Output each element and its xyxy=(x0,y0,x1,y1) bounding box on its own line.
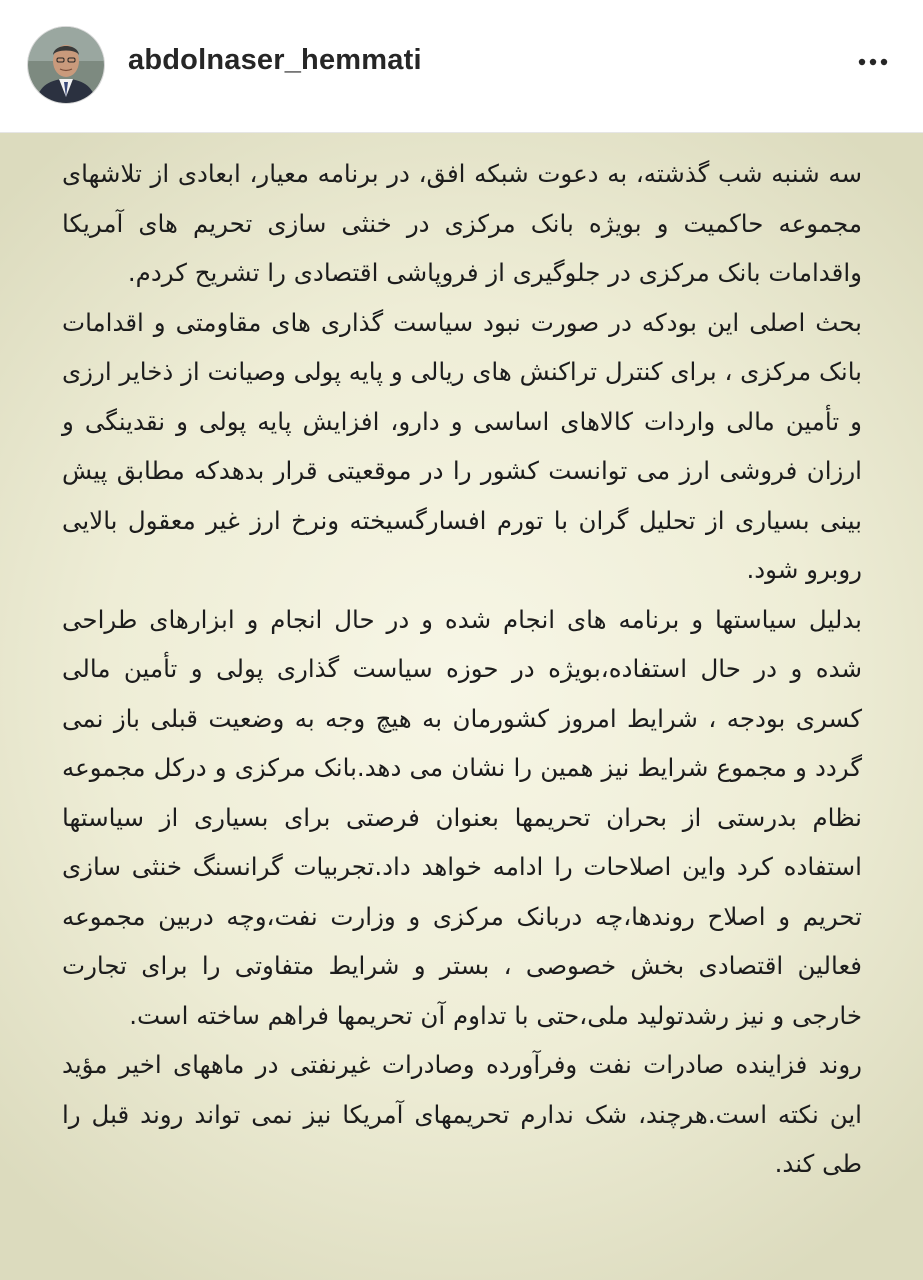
post-image[interactable] xyxy=(0,133,923,1280)
more-horizontal-icon xyxy=(853,52,893,72)
more-options-button[interactable] xyxy=(853,52,893,72)
profile-photo-icon xyxy=(28,27,104,103)
paragraph-1: سه شنبه شب گذشته، به دعوت شبکه افق، در برنامه معیار، ابعادی از تلاشهای مجموعه حاکمیت و بویژه بانک مرکزی در خنثی سازی تحریم های آمریکا واقدامات بانک مرکزی در جلوگیری از فروپاشی اقتصادی را تشریح کردم. xyxy=(62,159,862,287)
paragraph-2: بحث اصلی این بودکه در صورت نبود سیاست گذاری های مقاومتی و اقدامات بانک مرکزی ، برای کنترل تراکنش های ریالی و پایه پولی وصیانت از ذخایر ارزی و تأمین مالی واردات کالاهای اساسی و دارو، افزایش پایه پولی و نقدینگی و ارزان فروشی ارز می توانست کشور را در موقعیتی قرار بدهدکه مطابق پیش بینی بسیاری از تحلیل گران با تورم افسارگسیخته ونرخ ارز غیر معقول بالایی روبرو شود. xyxy=(62,307,862,584)
paragraph-4: روند فزاینده صادرات نفت وفرآورده وصادرات غیرنفتی در ماههای اخیر مؤید این نکته است.هرچند، شک ندارم تحریمهای آمریکا نیز نمی تواند روند قبل را طی کند. xyxy=(62,1050,862,1178)
paragraph-3: بدلیل سیاستها و برنامه های انجام شده و در حال انجام و ابزارهای طراحی شده و در حال استفاده،بویژه در حوزه سیاست گذاری پولی و تأمین مالی کسری بودجه ، شرایط امروز کشورمان به هیچ وجه به وضعیت قبلی باز نمی گردد و مجموع شرایط نیز همین را نشان می دهد.بانک مرکزی و درکل مجموعه نظام بدرستی از بحران تحریمها بعنوان فرصتی برای بسیاری از سیاستها استفاده کرد واین اصلاحات را ادامه خواهد داد.تجربیات گرانسنگ خنثی سازی تحریم و اصلاح روندها،چه دربانک مرکزی و وزارت نفت،وچه دربین مجموعه فعالین اقتصادی بخش خصوصی ، بستر و شرایط متفاوتی را برای تجارت خارجی و نیز رشدتولید ملی،حتی با تداوم آن تحریمها فراهم ساخته است. xyxy=(62,604,862,1030)
avatar[interactable] xyxy=(27,26,105,104)
username[interactable]: abdolnaser_hemmati xyxy=(128,44,422,76)
post-header xyxy=(0,0,923,133)
persian-statement-text xyxy=(62,149,862,1189)
